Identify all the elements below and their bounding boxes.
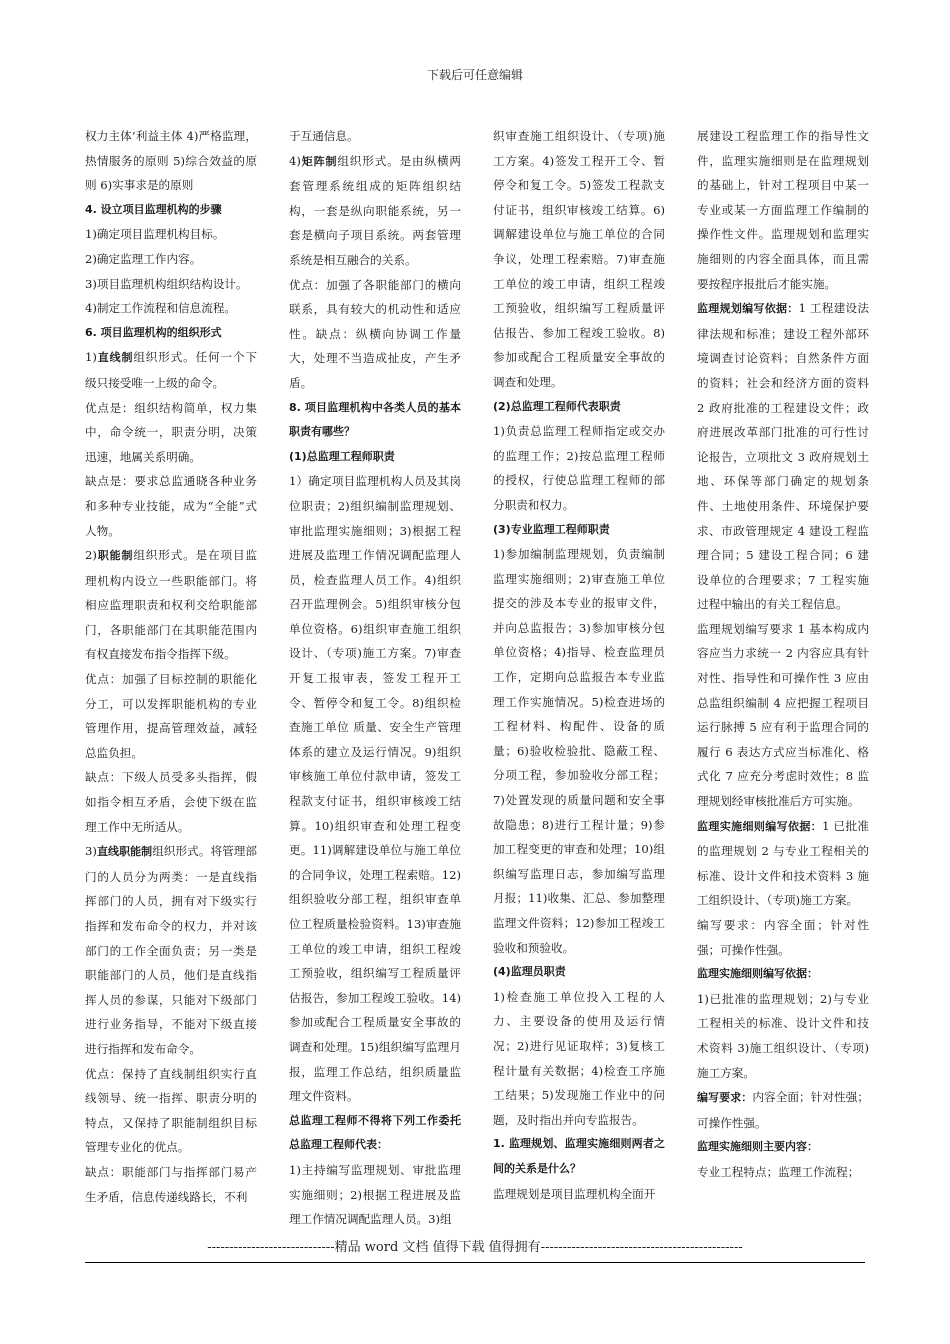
paragraph — [697, 296, 869, 617]
bold-term: 编写要求： — [697, 1091, 753, 1105]
paragraph — [85, 345, 257, 395]
bold-term: 直线制 — [96, 351, 134, 365]
paragraph: 优点：加强了目标控制的职能化分工，可以发挥职能机构的专业管理作用，提高管理效益，减轻总监负担。 — [85, 672, 257, 760]
paragraph: 缺点：下级人员受多头指挥，假如指令相互矛盾，会使下级在监理工作中无所适从。 — [85, 770, 257, 834]
paragraph: 1)主持编写监理规划、审批监理实施细则；2)根据工程进展及监理工作情况调配监理人员。3)组 — [289, 1162, 461, 1227]
paragraph: 权力主体’利益主体 4)严格监理，热情服务的原则 5)综合效益的原则 6)实事求是的原则 — [85, 129, 257, 193]
paragraph-text: 组织形式。将管理部门的人员分为两类：一是直线指挥部门的人员，拥有对下级实行指挥和发布命令的权力，并对该部门的工作全面负责；另一类是职能部门的人员，他们是直线指挥人员的参谋，只能对下级部门进行业务指导，不能对下级直接进行指挥和发布命令。 — [85, 844, 257, 1056]
section-heading: 1. 监理规划、监理实施细则两者之间的关系是什么？ — [493, 1137, 665, 1175]
section-heading: 4. 设立项目监理机构的步骤 — [85, 202, 222, 216]
text-columns — [85, 124, 875, 1227]
list-number: 1) — [85, 350, 97, 365]
paragraph — [697, 1085, 869, 1135]
page-header: 下载后可任意编辑 — [426, 68, 523, 82]
paragraph: 1)检查施工单位投入工程的人力、主要设备的使用及运行情况；2)进行见证取样；3)复核工程计量有关数据；4)检查工序施工结果；5)发现施工作业中的问题，及时指出并向专监报告。 — [493, 989, 665, 1127]
paragraph: 1)确定项目监理机构目标。 — [85, 227, 225, 242]
paragraph: 缺点是：要求总监通晓各种业务和多种专业技能，成为“全能”式人物。 — [85, 474, 257, 538]
paragraph: 1）确定项目监理机构人员及其岗位职责；2)组织编制监理规划、审批监理实施细则；3)根据工程进展及监理工作情况调配监理人员，检查监理人员工作。4)组织召开监理例会。5)组织审核分包单位资格。6)组织审查施工组织设计、（专项)施工方案。7)审查开复工报审表，签发工程开工令、暂停令和复工令。8)组织检查施工单位 质量、安全生产管理体系的建立及运行情况。9)组织审核施工单位付款申请，签发工程款支付证书，组织审核竣工结算。10)组织审查和处理工程变更。11)调解建设单位与施工单位的合同争议，处理工程索赔。12)组织验收分部工程，组织审查单位工程质量检验资料。13)审查施工单位的竣工申请，组织工程竣工预验收，组织编写工程质量评估报告，参加工程竣工验收。14)参加或配合工程质量安全事故的调查和处理。15)组织编写监理月报，监理工作总结，组织质量监理文件资料。 — [289, 474, 461, 1104]
paragraph: 织审查施工组织设计、（专项)施工方案。4)签发工程开工令、暂停令和复工令。5)签发工程款支付证书，组织审核竣工结算。6)调解建设单位与施工单位的合同争议，处理工程索赔。7)审查施工单位的竣工申请，组织工程竣工预验收，组织编写工程质量评估报告、参加工程竣工验收。8)参加或配合工程质量安全事故的调查和处理。 — [493, 129, 665, 389]
paragraph: 缺点：职能部门与指挥部门易产生矛盾，信息传递线路长，不利 — [85, 1164, 257, 1204]
paragraph: 2)确定监理工作内容。 — [85, 251, 202, 266]
section-heading: 6. 项目监理机构的组织形式 — [85, 325, 222, 339]
paragraph: 优点：加强了各职能部门的横向联系，具有较大的机动性和适应性。缺点：纵横向协调工作量大，处理不当造成扯皮，产生矛盾。 — [289, 277, 461, 390]
paragraph: 展建设工程监理工作的指导性文件，监理实施细则是在监理规划的基础上，针对工程项目中某一专业或某一方面监理工作编制的操作性文件。监理规划和监理实施细则的内容全面具体，而且需要按程序报批后才能实施。 — [697, 129, 869, 291]
paragraph: 优点是：组织结构简单，权力集中，命令统一，职责分明，决策迅速，地属关系明确。 — [85, 400, 257, 464]
paragraph: 1)已批准的监理规划；2)与专业工程相关的标准、设计文件和技术资料 3)施工组织设计、（专项)施工方案。 — [697, 991, 869, 1080]
paragraph-text: 1 工程建设法律法规和标准；建设工程外部环境调查讨论资料；自然条件方面的资料；社会和经济方面的资料 2 政府批准的工程建设文件；政府进展改革部门批准的可行性讨论报告，立项批文 3 政府规划土地、环保等部门确定的规划条件、土地使用条件、环境保护要求、市政管理规定 4 建设工程监理合同；5 建设工程合同；6 建设单位的合理要求；7 工程实施过程中输出的有关工程信息。 — [697, 301, 870, 612]
column-2 — [289, 124, 461, 1232]
page-footer: -----------------------------精品 word 文档 值得下载 值得拥有---------------------------------------------- — [207, 1240, 743, 1255]
paragraph — [85, 839, 257, 1061]
bold-term: 矩阵制 — [300, 154, 338, 168]
section-heading: 总监理工程师不得将下列工作委托总监理工程师代表： — [289, 1113, 461, 1152]
bold-term: 直线职能制 — [96, 845, 153, 859]
paragraph: 监理规划是项目监理机构全面开 — [493, 1186, 656, 1201]
paragraph-text: 1 已批准的监理规划 2 与专业工程相关的标准、设计文件和技术资料 3 施工组织设计、（专项)施工方案。 — [697, 818, 870, 908]
section-heading: 监理实施细则编写依据： — [697, 967, 818, 981]
paragraph: 优点：保持了直线制组织实行直线领导、统一指挥、职责分明的特点，又保持了职能制组织目标管理专业化的优点。 — [85, 1066, 257, 1155]
column-4 — [697, 124, 869, 1185]
paragraph: 1)参加编制监理规划，负责编制监理实施细则；2)审查施工单位提交的涉及本专业的报审文件，并向总监报告；3)参加审核分包单位资格；4)指导、检查监理员工作，定期向总监报告本专业监理工作实施情况。5)检查进场的工程材料、构配件、设备的质量；6)验收检验批、隐蔽工程、分项工程，参加验收分部工程；7)处置发现的质量问题和安全事故隐患；8)进行工程计量；9)参加工程变更的审查和处理；10)组织编写监理日志，参加编写监理月报；11)收集、汇总、参加整理监理文件资料；12)参加工程竣工验收和预验收。 — [493, 547, 665, 955]
column-1 — [85, 124, 257, 1209]
paragraph: 于互通信息。 — [289, 129, 359, 143]
paragraph — [289, 149, 461, 273]
paragraph — [697, 814, 869, 913]
paragraph: 专业工程特点；监理工作流程； — [697, 1164, 860, 1179]
column-3 — [493, 124, 665, 1206]
section-heading: (1)总监理工程师职责 — [289, 449, 395, 463]
bold-term: 职能制 — [96, 549, 134, 563]
paragraph: 3)项目监理机构组织结构设计。 — [85, 276, 248, 291]
list-number: 2) — [85, 548, 97, 563]
section-heading: 监理实施细则主要内容： — [697, 1140, 818, 1154]
paragraph-text: 组织形式。是在项目监理机构内设立一些职能部门。将相应监理职责和权利交给职能部门，各职能部门在其职能范围内有权直接发布指令指挥下级。 — [85, 548, 257, 662]
section-heading: 8. 项目监理机构中各类人员的基本职责有哪些？ — [289, 400, 461, 439]
list-number: 3) — [85, 844, 97, 859]
paragraph: 4)制定工作流程和信息流程。 — [85, 301, 237, 316]
paragraph: 监理规划编写要求 1 基本构成内容应当力求统一 2 内容应具有针对性、指导性和可操作性 3 应由总监组织编制 4 应把握工程项目运行脉搏 5 应有利于监理合同的履行 6 表达方式应当标准化、格式化 7 应充分考虑时效性；8 监理规划经审核批准后方可实施。 — [697, 621, 869, 809]
paragraph: 编写要求：内容全面；针对性强；可操作性强。 — [697, 918, 869, 957]
paragraph-text: 组织形式。是由纵横两套管理系统组成的矩阵组织结构，一套是纵向职能系统，另一套是横向子项目系统。两套管理系统是相互融合的关系。 — [289, 153, 461, 267]
section-heading: (3)专业监理工程师职责 — [493, 522, 610, 536]
section-heading: (4)监理员职责 — [493, 965, 566, 979]
bold-term: 监理实施细则编写依据： — [697, 819, 823, 833]
list-number: 4) — [289, 153, 301, 168]
paragraph — [85, 543, 257, 667]
section-heading: (2)总监理工程师代表职责 — [493, 399, 621, 413]
paragraph: 1)负责总监理工程师指定或交办的监理工作；2)按总监理工程师的授权，行使总监理工程师的部分职责和权力。 — [493, 424, 665, 512]
paragraph-text: 内容全面；针对性强；可操作性强。 — [697, 1090, 869, 1130]
footer-rule — [85, 1262, 865, 1263]
paragraph-text: 组织形式。任何一个下级只接受唯一上级的命令。 — [85, 350, 257, 390]
bold-term: 监理规划编写依据： — [697, 302, 799, 316]
